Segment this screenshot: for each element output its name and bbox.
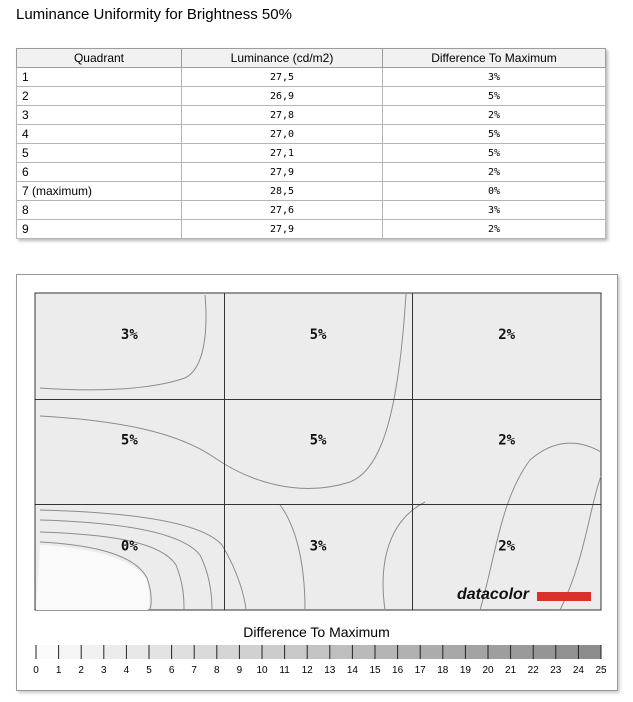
cell-quadrant: 4 [17, 125, 182, 144]
legend-swatch [262, 645, 285, 659]
cell-quadrant: 6 [17, 163, 182, 182]
legend-tick-label: 12 [301, 665, 313, 676]
legend-tick-label: 25 [595, 665, 607, 676]
cell-quadrant: 2 [17, 87, 182, 106]
legend-tick-label: 4 [123, 665, 130, 676]
cell-luminance: 28,5 [182, 182, 383, 201]
cell-quadrant: 9 [17, 220, 182, 239]
legend-swatch [556, 645, 579, 659]
legend-tick-label: 22 [527, 665, 539, 676]
cell-difference: 2% [383, 106, 606, 125]
legend-swatch [533, 645, 556, 659]
cell-luminance: 27,6 [182, 201, 383, 220]
legend-tick-label: 15 [369, 665, 381, 676]
cell-luminance: 27,1 [182, 144, 383, 163]
cell-luminance: 27,9 [182, 163, 383, 182]
legend-tick-label: 19 [459, 665, 471, 676]
legend-swatch [307, 645, 330, 659]
legend-swatch [126, 645, 149, 659]
legend-title: Difference To Maximum [243, 624, 390, 640]
legend-tick-label: 5 [146, 665, 152, 676]
cell-difference: 5% [383, 125, 606, 144]
legend-tick-label: 14 [346, 665, 358, 676]
legend-swatch [398, 645, 421, 659]
cell-luminance: 27,0 [182, 125, 383, 144]
legend-tick-label: 24 [572, 665, 584, 676]
plot-area [35, 293, 601, 610]
legend-tick-label: 6 [168, 665, 175, 676]
legend-swatch [375, 645, 398, 659]
legend-tick-label: 7 [191, 665, 197, 676]
cell-quadrant: 8 [17, 201, 182, 220]
legend-swatch [285, 645, 308, 659]
legend-swatch [488, 645, 511, 659]
legend-swatch [239, 645, 262, 659]
legend-tick-label: 21 [505, 665, 517, 676]
cell-quadrant: 7 (maximum) [17, 182, 182, 201]
cell-difference: 2% [383, 163, 606, 182]
legend-swatch [578, 645, 601, 659]
cell-difference: 5% [383, 87, 606, 106]
legend-swatch [217, 645, 240, 659]
legend-tick-label: 16 [392, 665, 404, 676]
quadrant-value-label: 3% [309, 538, 327, 555]
legend-tick-label: 9 [236, 665, 243, 676]
cell-quadrant: 3 [17, 106, 182, 125]
cell-luminance: 27,8 [182, 106, 383, 125]
page-title: Luminance Uniformity for Brightness 50% [16, 6, 292, 23]
cell-difference: 5% [383, 144, 606, 163]
legend-tick-label: 3 [101, 665, 107, 676]
logo-bar [537, 592, 591, 601]
legend-tick-label: 2 [78, 665, 84, 676]
quadrant-value-label: 5% [309, 327, 327, 343]
legend-swatch [59, 645, 82, 659]
cell-difference: 0% [383, 182, 606, 201]
header-difference: Difference To Maximum [383, 49, 606, 68]
quadrant-value-label: 5% [120, 432, 138, 449]
legend-tick-label: 18 [437, 665, 449, 676]
cell-quadrant: 5 [17, 144, 182, 163]
quadrant-value-label: 2% [498, 432, 516, 449]
legend-tick-label: 13 [324, 665, 336, 676]
quadrant-value-label: 5% [309, 432, 327, 449]
cell-luminance: 27,9 [182, 220, 383, 239]
cell-luminance: 26,9 [182, 87, 383, 106]
header-luminance: Luminance (cd/m2) [182, 49, 383, 68]
legend-swatch [352, 645, 375, 659]
legend-swatch [330, 645, 353, 659]
legend-swatch [172, 645, 195, 659]
legend-swatch [149, 645, 172, 659]
legend-tick-label: 17 [414, 665, 426, 676]
legend-tick-label: 10 [256, 665, 268, 676]
legend-swatch [194, 645, 217, 659]
legend-tick-label: 23 [550, 665, 562, 676]
legend-tick-label: 20 [482, 665, 494, 676]
quadrant-value-label: 3% [120, 327, 138, 343]
legend-tick-label: 8 [214, 665, 220, 676]
cell-quadrant: 1 [17, 68, 182, 87]
legend-swatch [465, 645, 488, 659]
legend-tick-label: 1 [55, 665, 62, 676]
quadrant-value-label: 0% [120, 538, 138, 555]
logo-text: datacolor [457, 586, 530, 603]
legend-tick-label: 0 [33, 665, 39, 676]
quadrant-value-label: 2% [498, 327, 516, 343]
legend-swatch [104, 645, 127, 659]
header-quadrant: Quadrant [17, 49, 182, 68]
legend-swatch [81, 645, 104, 659]
legend-swatch [443, 645, 466, 659]
legend-tick-label: 11 [279, 665, 290, 676]
cell-difference: 3% [383, 68, 606, 87]
color-scale-legend [33, 645, 607, 676]
cell-luminance: 27,5 [182, 68, 383, 87]
quadrant-value-label: 2% [498, 538, 516, 555]
legend-swatch [420, 645, 443, 659]
cell-difference: 2% [383, 220, 606, 239]
legend-swatch [511, 645, 534, 659]
legend-swatch [36, 645, 59, 659]
cell-difference: 3% [383, 201, 606, 220]
